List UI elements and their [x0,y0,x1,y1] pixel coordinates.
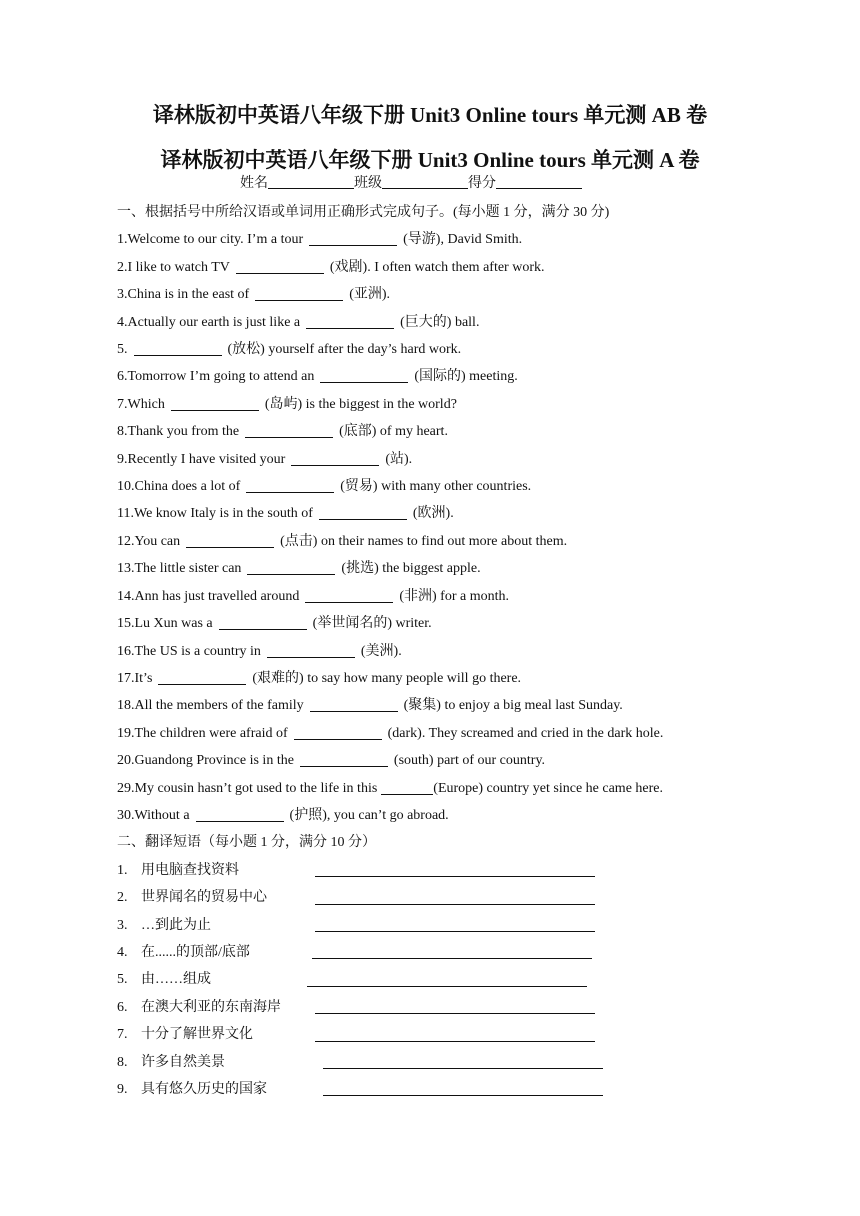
answer-blank[interactable] [255,286,343,301]
question-hint: (聚集) to enjoy a big meal last Sunday. [403,698,623,714]
question-text: 4.Actually our earth is just like a [117,314,301,330]
answer-blank[interactable] [196,807,284,822]
question-text: 29.My cousin hasn’t got used to the life in this [117,780,378,796]
exam-content [117,199,837,1103]
question-item [117,775,837,802]
document-title: 译林版初中英语八年级下册 Unit3 Online tours 单元测 AB 卷 [152,103,708,127]
section1-heading: 一、根据括号中所给汉语或单词用正确形式完成句子。(每小题 1 分，满分 30 分) [117,205,610,220]
phrase-number: 2. [117,890,128,906]
answer-blank[interactable] [319,505,407,520]
phrase-number: 1. [117,862,128,878]
phrase-text: 在澳大利亚的东南海岸 [141,999,281,1015]
student-info-row [240,174,582,193]
question-item [117,802,837,829]
question-text: 15.Lu Xun was a [117,616,213,632]
question-item [117,446,837,473]
question-item [117,309,837,336]
answer-blank[interactable] [267,643,355,658]
question-item [117,692,837,719]
question-hint: (dark). They screamed and cried in the dark hole. [387,725,664,741]
phrase-text: 具有悠久历史的国家 [141,1082,267,1097]
answer-line[interactable] [323,1081,603,1096]
answer-line[interactable] [315,917,595,932]
score-blank[interactable] [496,174,582,189]
phrase-item [117,994,837,1021]
question-item [117,638,837,665]
phrase-text: 世界闻名的贸易中心 [141,890,267,906]
question-text: 12.You can [117,533,181,549]
class-blank[interactable] [382,174,468,189]
question-hint: (欧洲). [412,506,454,522]
question-text: 7.Which [117,396,165,412]
question-text: 30.Without a [117,807,190,823]
question-text: 9.Recently I have visited your [117,451,286,467]
phrase-number: 5. [117,972,128,988]
answer-blank[interactable] [236,259,324,274]
question-item [117,281,837,308]
question-text: 2.I like to watch TV [117,259,230,275]
score-label: 得分 [468,176,496,191]
answer-blank[interactable] [186,533,274,548]
phrase-number: 8. [117,1054,128,1070]
question-text: 11.We know Italy is in the south of [117,506,313,522]
class-label: 班级 [354,176,382,191]
question-text: 18.All the members of the family [117,698,304,714]
question-text: 20.Guandong Province is in the [117,753,294,769]
question-text: 13.The little sister can [117,561,242,577]
section1-list [117,226,837,829]
phrase-item [117,857,837,884]
answer-blank[interactable] [381,780,433,795]
name-label: 姓名 [240,176,268,191]
answer-line[interactable] [323,1054,603,1069]
phrase-text: 由……组成 [141,972,211,988]
question-item [117,226,837,253]
phrase-number: 3. [117,917,128,933]
question-item [117,610,837,637]
phrase-item [117,1076,837,1103]
question-item [117,665,837,692]
section2-heading: 二、翻译短语（每小题 1 分，满分 10 分） [117,835,376,851]
answer-line[interactable] [312,944,592,959]
question-item [117,528,837,555]
question-hint: (Europe) country yet since he came here. [433,780,664,796]
question-hint: (导游), David Smith. [403,232,523,248]
question-text: 5. [117,342,128,358]
answer-blank[interactable] [219,615,307,630]
phrase-number: 4. [117,944,128,960]
question-hint: (放松) yourself after the day’s hard work. [227,342,462,358]
phrase-item [117,939,837,966]
phrase-text: …到此为止 [141,917,211,933]
answer-blank[interactable] [309,231,397,246]
section2-list [117,857,837,1104]
phrase-text: 十分了解世界文化 [141,1027,253,1043]
answer-line[interactable] [315,999,595,1014]
question-hint: (巨大的) ball. [400,314,480,330]
question-text: 6.Tomorrow I’m going to attend an [117,369,315,385]
phrase-text: 在......的顶部/底部 [141,944,250,960]
answer-blank[interactable] [310,697,398,712]
question-hint: (护照), you can’t go abroad. [289,807,449,823]
question-hint: (举世闻名的) writer. [312,616,432,632]
answer-blank[interactable] [305,588,393,603]
question-hint: (艰难的) to say how many people will go there. [252,670,522,686]
question-text: 17.It’s [117,670,153,686]
question-hint: (点击) on their names to find out more about them. [280,533,568,549]
question-hint: (亚洲). [349,287,391,303]
question-hint: (站). [385,451,413,467]
phrase-item [117,912,837,939]
answer-blank[interactable] [134,341,222,356]
question-item [117,583,837,610]
answer-blank[interactable] [247,560,335,575]
question-hint: (戏剧). I often watch them after work. [329,259,545,275]
question-item [117,720,837,747]
question-item [117,363,837,390]
phrase-number: 9. [117,1082,128,1097]
answer-blank[interactable] [246,478,334,493]
question-hint: (底部) of my heart. [339,424,448,440]
question-item [117,418,837,445]
document-subtitle: 译林版初中英语八年级下册 Unit3 Online tours 单元测 A 卷 [160,148,700,172]
question-text: 1.Welcome to our city. I’m a tour [117,232,304,248]
answer-line[interactable] [307,972,587,987]
phrase-text: 用电脑查找资料 [141,862,239,878]
answer-blank[interactable] [300,752,388,767]
answer-blank[interactable] [294,725,382,740]
question-text: 14.Ann has just travelled around [117,588,300,604]
answer-blank[interactable] [245,423,333,438]
question-text: 8.Thank you from the [117,424,240,440]
question-item [117,473,837,500]
answer-blank[interactable] [171,396,259,411]
answer-blank[interactable] [291,451,379,466]
question-hint: (挑选) the biggest apple. [341,561,481,577]
name-blank[interactable] [268,174,354,189]
phrase-item [117,1021,837,1048]
question-text: 3.China is in the east of [117,287,250,303]
question-item [117,254,837,281]
question-item [117,391,837,418]
question-hint: (非洲) for a month. [399,588,510,604]
phrase-item [117,884,837,911]
answer-blank[interactable] [320,368,408,383]
phrase-item [117,1049,837,1076]
question-hint: (贸易) with many other countries. [340,479,532,495]
question-hint: (国际的) meeting. [414,369,518,385]
question-hint: (美洲). [360,643,402,659]
phrase-number: 7. [117,1027,128,1043]
phrase-item [117,966,837,993]
answer-blank[interactable] [158,670,246,685]
question-hint: (岛屿) is the biggest in the world? [264,396,457,412]
question-item [117,336,837,363]
answer-line[interactable] [315,862,595,877]
question-item [117,555,837,582]
question-hint: (south) part of our country. [393,753,546,769]
question-text: 19.The children were afraid of [117,725,288,741]
phrase-text: 许多自然美景 [141,1054,225,1070]
question-text: 10.China does a lot of [117,479,241,495]
question-text: 16.The US is a country in [117,643,261,659]
answer-blank[interactable] [306,314,394,329]
answer-line[interactable] [315,890,595,905]
question-item [117,500,837,527]
question-item [117,747,837,774]
answer-line[interactable] [315,1027,595,1042]
phrase-number: 6. [117,999,128,1015]
